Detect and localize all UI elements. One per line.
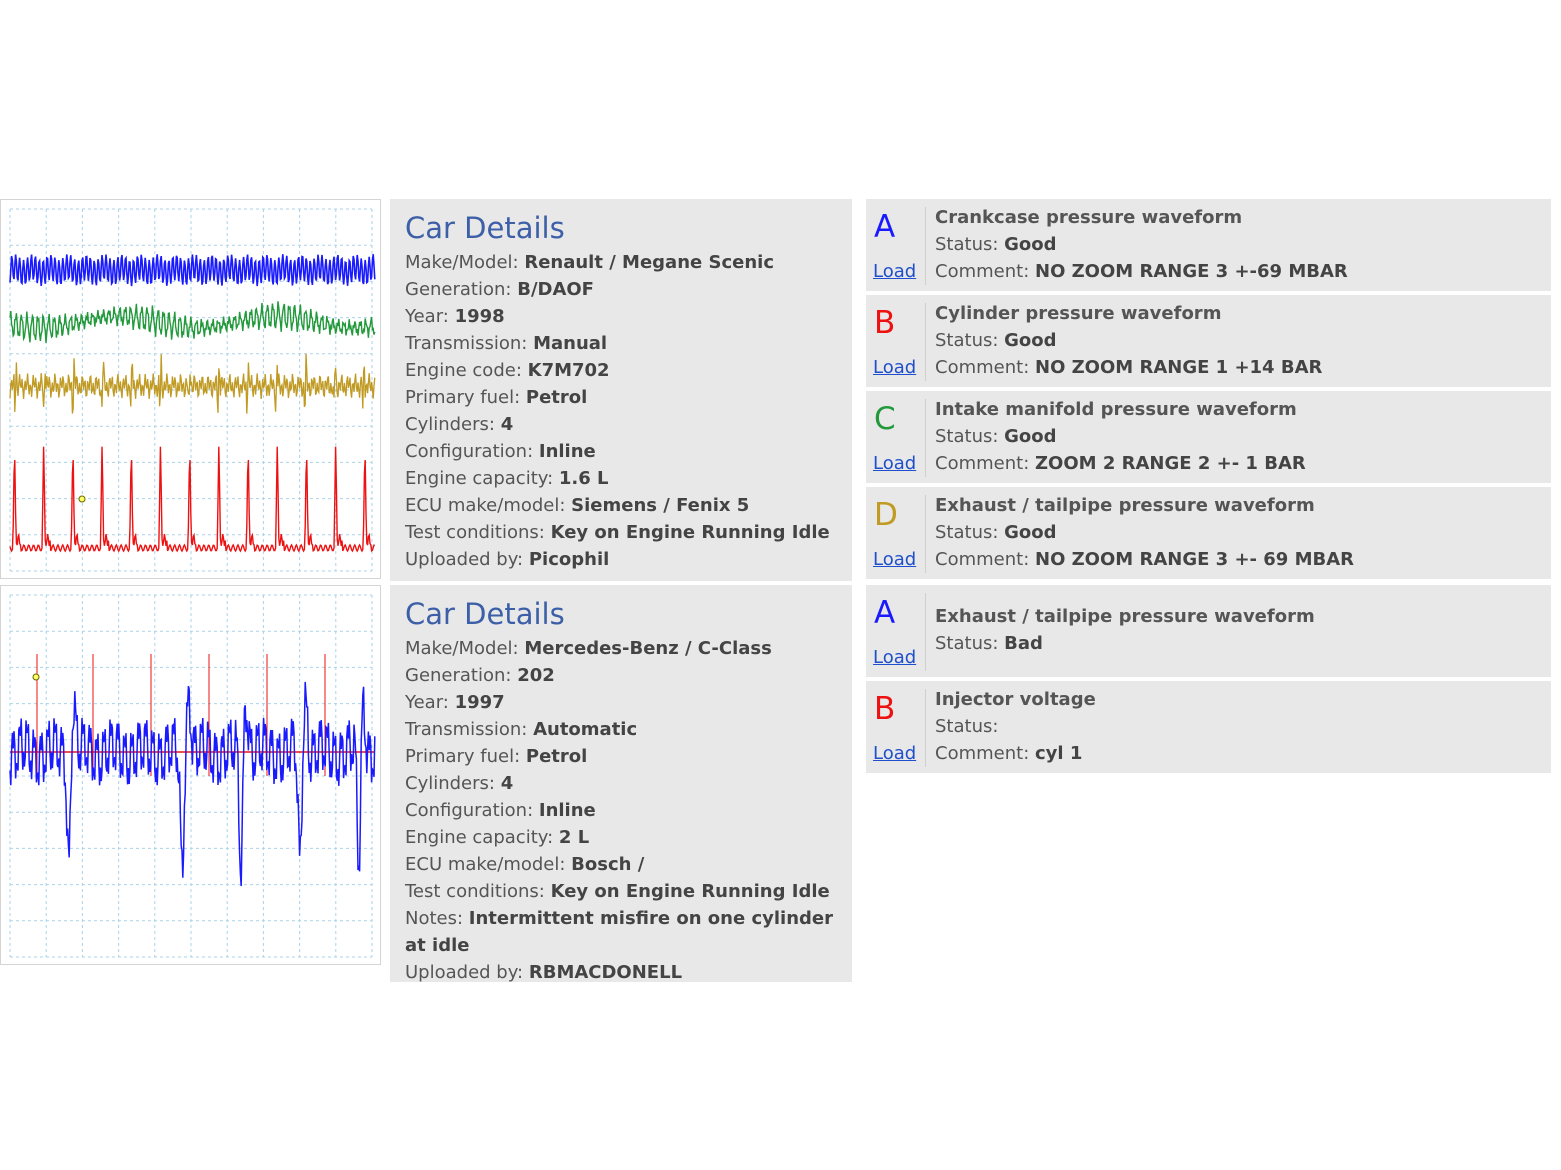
car-details-heading: Car Details xyxy=(405,211,565,245)
waveform-title: Crankcase pressure waveform xyxy=(935,207,1243,228)
field-uploaded-by: Uploaded by: RBMACDONELL xyxy=(405,962,683,982)
field-notes: Notes: Intermittent misfire on one cylinder at idle xyxy=(405,908,833,956)
waveform-title: Injector voltage xyxy=(935,689,1096,710)
waveform-info xyxy=(935,396,1306,477)
waveform-trace xyxy=(10,682,375,886)
field-cylinders: Cylinders: 4 xyxy=(405,773,514,794)
waveform-comment: Comment: NO ZOOM RANGE 3 +-69 MBAR xyxy=(935,261,1348,282)
field-transmission: Transmission: Automatic xyxy=(405,719,638,740)
waveform-item xyxy=(866,585,1551,677)
field-ecu: ECU make/model: Bosch / xyxy=(405,854,645,875)
waveform-title: Exhaust / tailpipe pressure waveform xyxy=(935,495,1315,516)
separator xyxy=(925,207,926,285)
cursor-marker xyxy=(79,496,85,502)
field-primary-fuel: Primary fuel: Petrol xyxy=(405,746,588,767)
separator xyxy=(925,495,926,573)
waveform-preview-2 xyxy=(1,586,380,964)
waveform-item xyxy=(866,391,1551,483)
separator xyxy=(925,399,926,477)
field-engine-capacity: Engine capacity: 2 L xyxy=(405,827,590,848)
car-details-panel-1 xyxy=(390,199,852,581)
field-generation: Generation: 202 xyxy=(405,665,555,686)
channel-letter-a: A xyxy=(874,595,896,631)
waveform-status: Status: Good xyxy=(935,330,1057,351)
field-ecu: ECU make/model: Siemens / Fenix 5 xyxy=(405,495,750,516)
field-transmission: Transmission: Manual xyxy=(405,333,608,354)
waveform-thumbnail-1[interactable] xyxy=(0,199,381,579)
car-details-heading: Car Details xyxy=(405,597,565,631)
waveform-status: Status: Bad xyxy=(935,633,1043,654)
load-link[interactable]: Load xyxy=(873,453,917,474)
waveform-item xyxy=(866,295,1551,387)
waveform-status: Status: Good xyxy=(935,234,1057,255)
field-configuration: Configuration: Inline xyxy=(405,800,596,821)
field-generation: Generation: B/DAOF xyxy=(405,279,594,300)
field-engine-code: Engine code: K7M702 xyxy=(405,360,610,381)
waveform-item xyxy=(866,199,1551,291)
waveform-info xyxy=(935,300,1322,381)
waveform-comment: Comment: cyl 1 xyxy=(935,743,1083,764)
waveform-status: Status: Good xyxy=(935,426,1057,447)
field-primary-fuel: Primary fuel: Petrol xyxy=(405,387,588,408)
waveform-trace xyxy=(10,354,375,414)
waveform-title: Exhaust / tailpipe pressure waveform xyxy=(935,606,1315,627)
waveform-list-1 xyxy=(866,199,1551,583)
field-engine-capacity: Engine capacity: 1.6 L xyxy=(405,468,609,489)
field-test-conditions: Test conditions: Key on Engine Running Idle xyxy=(405,881,830,902)
field-year: Year: 1998 xyxy=(405,306,505,327)
waveform-thumbnail-2[interactable] xyxy=(0,585,381,965)
waveform-comment: Comment: NO ZOOM RANGE 1 +14 BAR xyxy=(935,357,1323,378)
load-link[interactable]: Load xyxy=(873,549,917,570)
load-link[interactable]: Load xyxy=(873,357,917,378)
cursor-marker xyxy=(33,674,39,680)
waveform-title: Cylinder pressure waveform xyxy=(935,303,1222,324)
waveform-list-2 xyxy=(866,585,1551,777)
waveform-info xyxy=(935,204,1348,285)
load-link[interactable]: Load xyxy=(873,261,917,282)
field-configuration: Configuration: Inline xyxy=(405,441,596,462)
load-link[interactable]: Load xyxy=(873,743,917,764)
car-entry-1 xyxy=(0,199,1561,581)
waveform-comment: Comment: ZOOM 2 RANGE 2 +- 1 BAR xyxy=(935,453,1306,474)
field-uploaded-by: Uploaded by: Picophil xyxy=(405,549,610,570)
load-link[interactable]: Load xyxy=(873,647,917,668)
field-make-model: Make/Model: Renault / Megane Scenic xyxy=(405,252,774,273)
channel-letter-a: A xyxy=(874,209,896,245)
channel-letter-c: C xyxy=(874,401,896,437)
waveform-preview-1 xyxy=(1,200,380,578)
waveform-item xyxy=(866,487,1551,579)
separator xyxy=(925,689,926,767)
field-cylinders: Cylinders: 4 xyxy=(405,414,514,435)
car-details-panel-2 xyxy=(390,585,852,982)
waveform-trace xyxy=(10,301,375,343)
separator xyxy=(925,303,926,381)
waveform-status: Status: xyxy=(935,716,999,737)
channel-letter-b: B xyxy=(874,305,896,341)
field-test-conditions: Test conditions: Key on Engine Running Idle xyxy=(405,522,830,543)
separator xyxy=(925,593,926,671)
waveform-info xyxy=(935,492,1354,573)
field-year: Year: 1997 xyxy=(405,692,505,713)
waveform-comment: Comment: NO ZOOM RANGE 3 +- 69 MBAR xyxy=(935,549,1355,570)
waveform-item xyxy=(866,681,1551,773)
channel-letter-b: B xyxy=(874,691,896,727)
field-make-model: Make/Model: Mercedes-Benz / C-Class xyxy=(405,638,772,659)
channel-letter-d: D xyxy=(874,497,898,533)
waveform-title: Intake manifold pressure waveform xyxy=(935,399,1297,420)
waveform-info xyxy=(935,686,1096,767)
waveform-status: Status: Good xyxy=(935,522,1057,543)
waveform-info xyxy=(935,603,1315,657)
car-entry-2 xyxy=(0,585,1561,982)
